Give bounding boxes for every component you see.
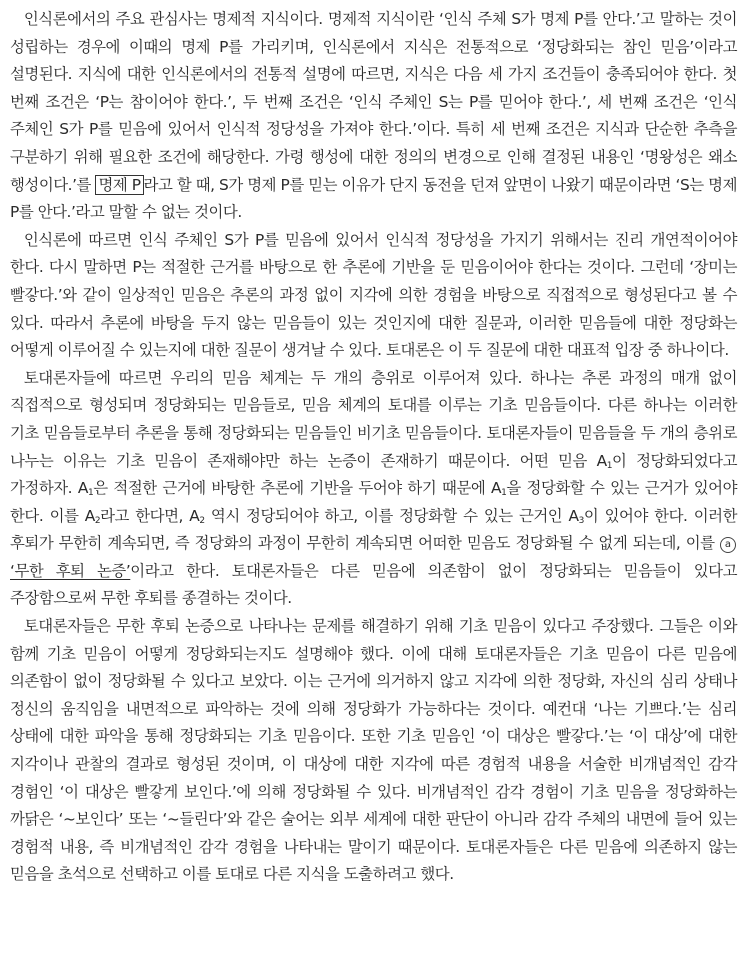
paragraph-3-text-f: 역시 정당되어야 하고, 이를 정당화할 수 있는 근거인 A bbox=[204, 506, 579, 525]
paragraph-3-text-e: 라고 한다면, A bbox=[100, 506, 200, 525]
paragraph-1-text-a: 인식론에서의 주요 관심사는 명제적 지식이다. 명제적 지식이란 ‘인식 주체 S가 명제 P를 안다.’고 말하는 것이 성립하는 경우에 이때의 명제 P를 가리키며, 인식론에서 지식은 전통적으로 ‘정당화되는 참인 믿음’이라고 설명된다. 지식에 대한 인식론에서의 전통적 설명에 따르면, 지식은 다음 세 가지 조건들이 충족되어야 한다. 첫 번째 조건은 ‘P는 참이어야 한다.’, 두 번째 조건은 ‘인식 주체인 S는 P를 믿어야 한다.’, 세 번째 조건은 ‘인식 주체인 S가 P를 믿음에 있어서 인식적 정당성을 가져야 한다.’이다. 특히 세 번째 조건은 지식과 단순한 추측을 구분하기 위해 필요한 조건에 해당한다. 가령 행성에 대한 정의의 변경으로 인해 결정된 내용인 ‘명왕성은 왜소 행성이다.’를 bbox=[10, 10, 737, 194]
subscript: 1 bbox=[501, 488, 507, 499]
subscript: 2 bbox=[94, 515, 101, 526]
paragraph-3-text-a: 토대론자들에 따르면 우리의 믿음 체계는 두 개의 층위로 이루어져 있다. 하나는 추론 과정의 매개 없이 직접적으로 형성되며 정당화되는 믿음들로, 믿음 체계의 토대를 이루는 기초 믿음들이다. 다른 하나는 이러한 기초 믿음들로부터 추론을 통해 정당화되는 믿음들인 비기초 믿음들이다. 토대론자들이 믿음들을 두 개의 층위로 나누는 이유는 기초 믿음이 존재해야만 하는 논증이 존재하기 때문이다. 어떤 믿음 A bbox=[10, 368, 737, 470]
paragraph-1-text-b: 라고 할 때, S가 명제 P를 믿는 이유가 단지 동전을 던져 앞면이 나왔기 때문이라면 ‘S는 명제 P를 안다.’라고 말할 수 없는 것이다. bbox=[10, 175, 737, 222]
paragraph-1 bbox=[10, 6, 737, 227]
paragraph-3-text-c: 은 적절한 근거에 바탕한 추론에 기반을 두어야 하기 때문에 A bbox=[93, 479, 502, 498]
paragraph-3-text-h: 이라고 한다. 토대론자들은 다른 믿음에 의존함이 없이 정당화되는 믿음들이 있다고 주장함으로써 무한 후퇴를 종결하는 것이다. bbox=[10, 561, 737, 608]
subscript: 1 bbox=[87, 488, 94, 499]
boxed-term: 명제 P bbox=[95, 175, 143, 195]
subscript: 3 bbox=[578, 515, 584, 526]
paragraph-4: 토대론자들은 무한 후퇴 논증으로 나타나는 문제를 해결하기 위해 기초 믿음이 있다고 주장했다. 그들은 이와 함께 기초 믿음이 어떻게 정당화되는지도 설명해야 했다. 이에 대해 토대론자들은 기초 믿음이 다른 믿음에 의존함이 없이 정당화될 수 있다고 보았다. 이는 근거에 의거하지 않고 지각에 의한 정당화, 자신의 심리 상태나 정신의 움직임을 내면적으로 파악하는 것에 의해 정당화가 가능하다는 것이다. 예컨대 ‘나는 기쁘다.’는 심리 상태에 대한 파악을 통해 정당화되는 기초 믿음이다. 또한 기초 믿음인 ‘이 대상은 빨갛다.’는 ‘이 대상’에 대한 지각이나 관찰의 결과로 형성된 것이며, 이 대상에 대한 지각에 따른 경험적 내용을 서술한 비개념적인 감각 경험인 ‘이 대상은 빨갛게 보인다.’에 의해 정당화될 수 있다. 비개념적인 감각 경험이 기초 믿음을 정당화하는 까닭은 ‘~보인다’ 또는 ‘~들린다’와 같은 술어는 외부 세계에 대한 판단이 아니라 감각 주체의 내면에 들어 있는 경험적 내용, 즉 비개념적인 감각 경험을 나타내는 말이기 때문이다. 토대론자들은 다른 믿음에 의존하지 않는 믿음을 초석으로 선택하고 이를 토대로 다른 지식을 도출하려고 했다. bbox=[10, 617, 737, 884]
paragraph-3-text-d: 을 정당화할 수 있는 근거가 있어야 한다. 이를 A bbox=[10, 479, 737, 525]
paragraph-3-text-b: 이 정당화되었다고 가정하자. A bbox=[10, 451, 737, 498]
paragraph-3 bbox=[10, 365, 737, 613]
underlined-term: ‘무한 후퇴 논증’ bbox=[10, 561, 131, 580]
paragraph-3-text-g: 이 있어야 한다. 이러한 후퇴가 무한히 계속되면, 즉 정당화의 과정이 무한히 계속되면 어떠한 믿음도 정당화될 수 없게 되는데, 이를 bbox=[10, 506, 738, 553]
subscript: 2 bbox=[199, 515, 205, 526]
paragraph-2: 인식론에 따르면 인식 주체인 S가 P를 믿음에 있어서 인식적 정당성을 가지기 위해서는 진리 개연적이어야 한다. 다시 말하면 P는 적절한 근거를 바탕으로 한 추론에 기반을 둔 믿음이어야 한다는 것이다. 그런데 ‘장미는 빨갛다.’와 같이 일상적인 믿음은 추론의 과정 없이 지각에 의한 경험을 바탕으로 직접적으로 형성된다고 볼 수 있다. 따라서 추론에 바탕을 두지 않는 믿음들이 있는 것인지에 대한 질문과, 이러한 믿음들에 대한 정당화는 어떻게 이루어질 수 있는지에 대한 질문이 생겨날 수 있다. 토대론은 이 두 질문에 대한 대표적 입장 중 하나이다. bbox=[10, 230, 737, 360]
subscript: 1 bbox=[606, 460, 612, 471]
circled-marker-a: a bbox=[720, 537, 736, 553]
